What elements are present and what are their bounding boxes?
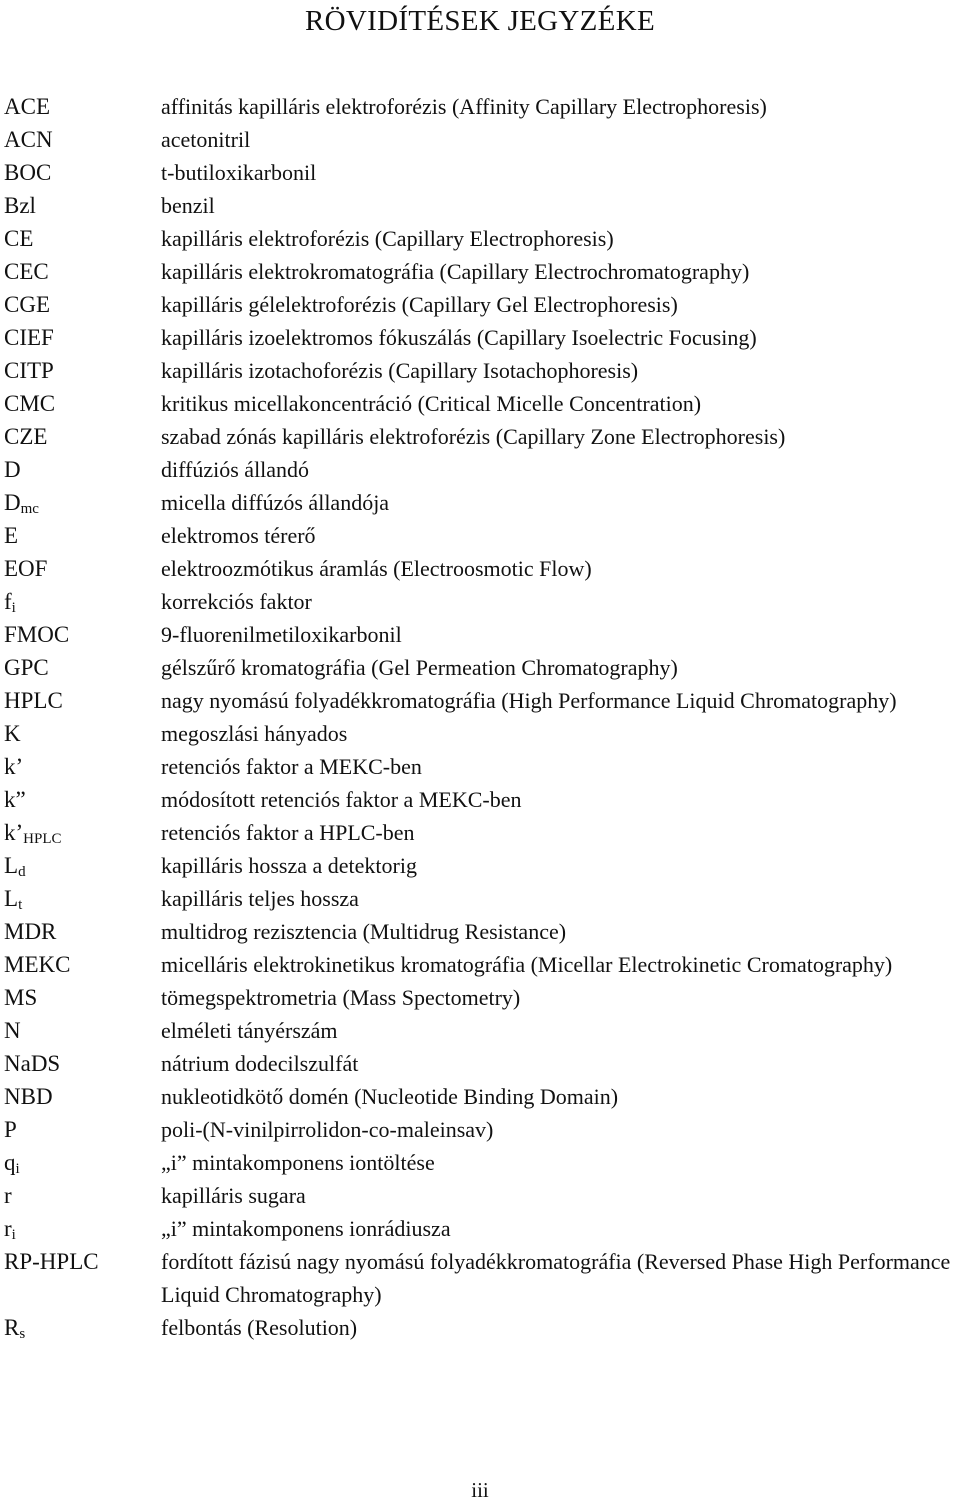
abbreviation-row — [0, 651, 960, 684]
abbreviation-definition: retenciós faktor a HPLC-ben — [161, 820, 415, 845]
abbreviation-row — [0, 750, 960, 783]
abbreviation-subscript: i — [11, 1227, 16, 1243]
abbreviation-term — [4, 321, 54, 354]
abbreviation-symbol: r — [4, 1216, 12, 1241]
abbreviation-symbol: CEC — [4, 259, 49, 284]
abbreviation-definition: kapilláris gélelektroforézis (Capillary Gel Electrophoresis) — [161, 292, 678, 317]
abbreviation-row — [0, 321, 960, 354]
abbreviation-definition: retenciós faktor a MEKC-ben — [161, 754, 422, 779]
abbreviation-symbol: k’ — [4, 754, 24, 779]
abbreviation-subscript: i — [11, 600, 16, 616]
abbreviation-symbol: Bzl — [4, 193, 36, 218]
abbreviation-definition: tömegspektrometria (Mass Spectometry) — [161, 985, 521, 1010]
abbreviation-definition: gélszűrő kromatográfia (Gel Permeation Chromatography) — [161, 655, 678, 680]
abbreviation-term — [4, 1212, 16, 1245]
abbreviation-term — [4, 519, 18, 552]
abbreviation-symbol: q — [4, 1150, 16, 1175]
abbreviation-symbol: K — [4, 721, 21, 746]
abbreviation-definition: diffúziós állandó — [161, 457, 310, 482]
abbreviation-term — [4, 189, 36, 222]
abbreviation-definition: kapilláris elektroforézis (Capillary Electrophoresis) — [161, 226, 614, 251]
abbreviation-symbol: EOF — [4, 556, 48, 581]
abbreviation-row — [0, 453, 960, 486]
abbreviation-definition: felbontás (Resolution) — [161, 1315, 358, 1340]
abbreviation-row — [0, 1146, 960, 1179]
abbreviation-term — [4, 882, 22, 915]
abbreviation-row — [0, 1080, 960, 1113]
abbreviation-term — [4, 585, 16, 618]
abbreviation-term — [4, 387, 55, 420]
abbreviation-definition: elektroozmótikus áramlás (Electroosmotic Flow) — [161, 556, 592, 581]
abbreviation-term — [4, 552, 47, 585]
abbreviation-term — [4, 1179, 12, 1212]
abbreviation-row — [0, 948, 960, 981]
abbreviation-row — [0, 486, 960, 519]
abbreviation-definition: kapilláris sugara — [161, 1183, 306, 1208]
abbreviation-row — [0, 684, 960, 717]
abbreviation-symbol: CITP — [4, 358, 54, 383]
abbreviation-subscript: d — [18, 864, 26, 880]
abbreviation-row — [0, 255, 960, 288]
abbreviation-term — [4, 948, 70, 981]
abbreviation-definition: acetonitril — [161, 127, 251, 152]
abbreviation-term — [4, 1245, 99, 1278]
abbreviation-definition: megoszlási hányados — [161, 721, 348, 746]
abbreviation-definition: micella diffúzós állandója — [161, 490, 390, 515]
abbreviation-term — [4, 1014, 21, 1047]
abbreviation-symbol: CZE — [4, 424, 48, 449]
abbreviation-row — [0, 156, 960, 189]
abbreviation-row — [0, 189, 960, 222]
abbreviation-symbol: N — [4, 1018, 21, 1043]
abbreviation-symbol: CGE — [4, 292, 50, 317]
abbreviation-term — [4, 651, 49, 684]
abbreviation-term — [4, 618, 69, 651]
abbreviation-definition: affinitás kapilláris elektroforézis (Affinity Capillary Electrophoresis) — [161, 94, 767, 119]
abbreviation-symbol: RP-HPLC — [4, 1249, 99, 1274]
abbreviation-row — [0, 783, 960, 816]
abbreviation-term — [4, 1080, 53, 1113]
abbreviation-symbol: CIEF — [4, 325, 54, 350]
abbreviation-definition: szabad zónás kapilláris elektroforézis (Capillary Zone Electrophoresis) — [161, 424, 786, 449]
abbreviation-definition: elektromos térerő — [161, 523, 316, 548]
abbreviation-row — [0, 618, 960, 651]
page-title: RÖVIDÍTÉSEK JEGYZÉKE — [305, 5, 655, 37]
abbreviation-symbol: BOC — [4, 160, 52, 185]
abbreviation-symbol: FMOC — [4, 622, 70, 647]
abbreviation-term — [4, 222, 33, 255]
abbreviation-symbol: MDR — [4, 919, 57, 944]
abbreviation-symbol: f — [4, 589, 12, 614]
abbreviation-term — [4, 750, 23, 783]
abbreviation-definition: kapilláris teljes hossza — [161, 886, 359, 911]
abbreviation-row — [0, 717, 960, 750]
abbreviation-term — [4, 1113, 17, 1146]
abbreviation-symbol: L — [4, 853, 19, 878]
abbreviation-symbol: D — [4, 457, 21, 482]
abbreviation-definition: nukleotidkötő domén (Nucleotide Binding Domain) — [161, 1084, 619, 1109]
abbreviation-symbol: NBD — [4, 1084, 53, 1109]
abbreviation-term — [4, 123, 53, 156]
abbreviation-row — [0, 816, 960, 849]
abbreviation-row — [0, 354, 960, 387]
abbreviation-definition: nátrium dodecilszulfát — [161, 1051, 359, 1076]
abbreviation-symbol: D — [4, 490, 21, 515]
abbreviation-symbol: R — [4, 1315, 20, 1340]
abbreviation-definition: micelláris elektrokinetikus kromatográfia (Micellar Electrokinetic Cromatography) — [161, 952, 893, 977]
abbreviation-term — [4, 915, 56, 948]
abbreviation-definition: multidrog rezisztencia (Multidrug Resistance) — [161, 919, 567, 944]
abbreviation-subscript: mc — [20, 501, 39, 517]
abbreviation-row — [0, 552, 960, 585]
abbreviation-symbol: P — [4, 1117, 17, 1142]
abbreviation-term — [4, 486, 39, 519]
abbreviation-row — [0, 882, 960, 915]
abbreviation-definition: kritikus micellakoncentráció (Critical Micelle Concentration) — [161, 391, 702, 416]
abbreviation-symbol: r — [4, 1183, 12, 1208]
abbreviation-row — [0, 387, 960, 420]
abbreviation-term — [4, 288, 50, 321]
abbreviation-subscript: s — [19, 1326, 26, 1342]
abbreviation-symbol: GPC — [4, 655, 49, 680]
abbreviation-term — [4, 981, 37, 1014]
abbreviation-row — [0, 915, 960, 948]
abbreviation-term — [4, 90, 50, 123]
abbreviation-term — [4, 1146, 20, 1179]
abbreviation-symbol: HPLC — [4, 688, 63, 713]
abbreviation-definition: nagy nyomású folyadékkromatográfia (High Performance Liquid Chromatography) — [161, 688, 897, 713]
abbreviation-row — [0, 981, 960, 1014]
abbreviation-symbol: k” — [4, 787, 26, 812]
abbreviation-term — [4, 684, 63, 717]
abbreviation-row — [0, 1212, 960, 1245]
abbreviation-row — [0, 1014, 960, 1047]
abbreviation-list — [0, 90, 960, 1344]
abbreviation-definition: fordított fázisú nagy nyomású folyadékkromatográfia (Reversed Phase High Performance Liquid Chromatography) — [161, 1249, 951, 1307]
abbreviation-definition: elméleti tányérszám — [161, 1018, 338, 1043]
abbreviation-definition: poli-(N-vinilpirrolidon-co-maleinsav) — [161, 1117, 494, 1142]
abbreviation-definition: benzil — [161, 193, 215, 218]
abbreviation-subscript: t — [18, 897, 23, 913]
abbreviation-definition: kapilláris hossza a detektorig — [161, 853, 417, 878]
abbreviation-term — [4, 1047, 60, 1080]
abbreviation-subscript: HPLC — [23, 831, 62, 847]
abbreviation-subscript: i — [15, 1161, 20, 1177]
abbreviation-definition: korrekciós faktor — [161, 589, 312, 614]
abbreviation-term — [4, 1311, 25, 1344]
abbreviation-row — [0, 90, 960, 123]
abbreviation-definition: kapilláris elektrokromatográfia (Capillary Electrochromatography) — [161, 259, 750, 284]
abbreviation-term — [4, 783, 26, 816]
abbreviation-term — [4, 354, 54, 387]
abbreviation-definition: kapilláris izoelektromos fókuszálás (Capillary Isoelectric Focusing) — [161, 325, 757, 350]
abbreviation-row — [0, 849, 960, 882]
abbreviation-definition: kapilláris izotachoforézis (Capillary Isotachophoresis) — [161, 358, 639, 383]
abbreviation-term — [4, 453, 21, 486]
abbreviation-symbol: MS — [4, 985, 38, 1010]
abbreviation-definition: „i” mintakomponens ionrádiusza — [161, 1216, 451, 1241]
abbreviation-symbol: ACE — [4, 94, 50, 119]
abbreviation-row — [0, 585, 960, 618]
abbreviation-term — [4, 420, 47, 453]
abbreviation-symbol: k’ — [4, 820, 24, 845]
abbreviation-term — [4, 255, 49, 288]
abbreviation-term — [4, 849, 26, 882]
abbreviation-row — [0, 123, 960, 156]
abbreviation-definition: t-butiloxikarbonil — [161, 160, 317, 185]
page-number: iii — [471, 1478, 489, 1502]
abbreviation-row — [0, 1047, 960, 1080]
abbreviation-term — [4, 816, 62, 849]
abbreviation-row — [0, 1311, 960, 1344]
abbreviation-row — [0, 1245, 960, 1311]
abbreviation-definition: 9-fluorenilmetiloxikarbonil — [161, 622, 402, 647]
abbreviation-row — [0, 519, 960, 552]
abbreviation-row — [0, 222, 960, 255]
abbreviation-term — [4, 717, 21, 750]
abbreviation-row — [0, 288, 960, 321]
abbreviation-row — [0, 1179, 960, 1212]
abbreviation-symbol: CE — [4, 226, 34, 251]
abbreviation-definition: „i” mintakomponens iontöltése — [161, 1150, 435, 1175]
abbreviation-term — [4, 156, 51, 189]
abbreviation-symbol: NaDS — [4, 1051, 61, 1076]
abbreviation-row — [0, 1113, 960, 1146]
abbreviation-symbol: ACN — [4, 127, 53, 152]
abbreviation-symbol: E — [4, 523, 19, 548]
abbreviation-symbol: L — [4, 886, 19, 911]
abbreviation-row — [0, 420, 960, 453]
abbreviation-symbol: MEKC — [4, 952, 71, 977]
abbreviation-definition: módosított retenciós faktor a MEKC-ben — [161, 787, 522, 812]
abbreviation-symbol: CMC — [4, 391, 56, 416]
